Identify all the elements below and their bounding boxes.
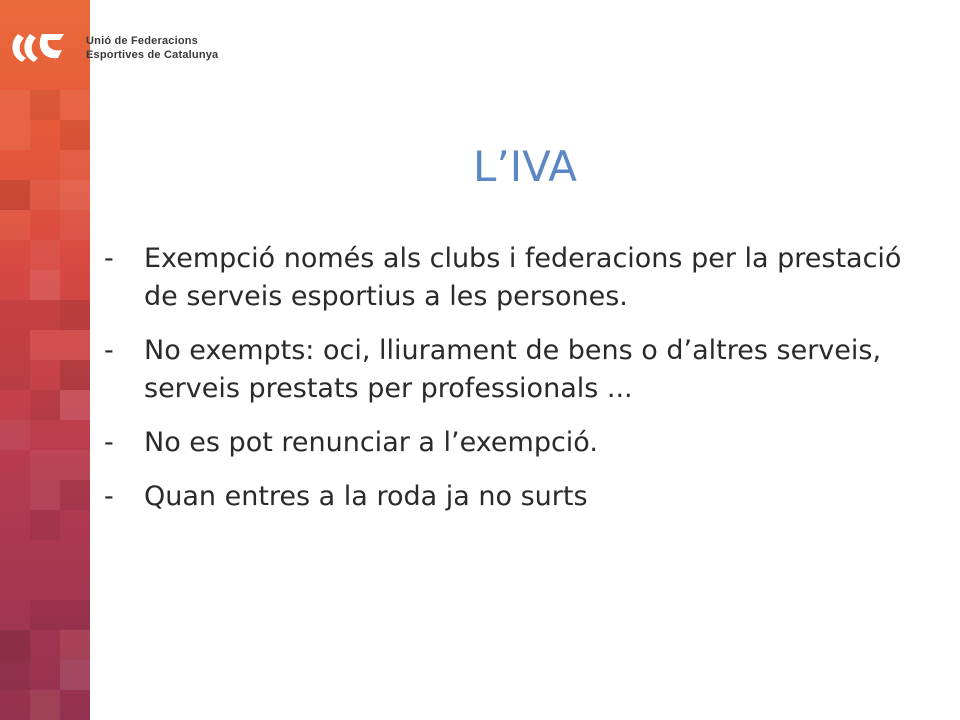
- bullet-marker: -: [104, 481, 114, 512]
- mosaic-tile: [60, 480, 90, 510]
- bullet-marker: -: [104, 335, 114, 366]
- bullet-item: [104, 332, 939, 408]
- mosaic-tile: [0, 660, 30, 690]
- bullet-item: [104, 424, 939, 462]
- mosaic-tile: [0, 300, 30, 330]
- logo-line-1: Unió de Federacions: [86, 35, 198, 47]
- bullet-marker: -: [104, 243, 114, 274]
- mosaic-tile: [0, 420, 30, 450]
- mosaic-tile: [60, 660, 90, 690]
- mosaic-tile: [30, 90, 60, 120]
- mosaic-tile: [0, 90, 30, 120]
- mosaic-tile: [0, 120, 30, 150]
- mosaic-tile: [0, 180, 30, 210]
- mosaic-tile: [30, 390, 60, 420]
- mosaic-tile: [30, 480, 60, 510]
- mosaic-tile: [30, 330, 60, 360]
- mosaic-tile: [0, 360, 30, 390]
- mosaic-tile: [30, 270, 60, 300]
- bullet-text: No exempts: oci, lliurament de bens o d’altres serveis, serveis prestats per professionals ...: [144, 335, 882, 404]
- slide-title: L’IVA: [473, 142, 577, 191]
- mosaic-tile: [30, 690, 60, 720]
- mosaic-tile: [30, 450, 60, 480]
- bullet-list: [104, 240, 939, 532]
- mosaic-tile: [60, 120, 90, 150]
- bullet-marker: -: [104, 427, 114, 458]
- mosaic-tile: [60, 360, 90, 390]
- mosaic-tile: [60, 390, 90, 420]
- mosaic-tile: [30, 510, 60, 540]
- mosaic-tile: [60, 90, 90, 120]
- bullet-text: Exempció només als clubs i federacions per la prestació de serveis esportius a les persones.: [144, 243, 902, 312]
- mosaic-tile: [60, 450, 90, 480]
- logo-line-2: Esportives de Catalunya: [86, 49, 219, 61]
- bullet-item: [104, 240, 939, 316]
- ufec-emblem-icon: [8, 28, 80, 68]
- mosaic-tile: [60, 600, 90, 630]
- ufec-logo: [8, 26, 218, 70]
- mosaic-tile: [0, 210, 30, 240]
- mosaic-tile: [30, 300, 60, 330]
- decorative-side-band: [0, 0, 90, 720]
- bullet-text: Quan entres a la roda ja no surts: [144, 481, 588, 512]
- bullet-text: No es pot renunciar a l’exempció.: [144, 427, 598, 458]
- mosaic-tile: [30, 240, 60, 270]
- mosaic-tile: [60, 330, 90, 360]
- mosaic-tile: [60, 210, 90, 240]
- mosaic-tile: [30, 600, 60, 630]
- mosaic-tile: [60, 180, 90, 210]
- mosaic-tile: [60, 150, 90, 180]
- mosaic-tile: [60, 300, 90, 330]
- mosaic-tile: [0, 630, 30, 660]
- mosaic-tile: [30, 180, 60, 210]
- mosaic-tile: [60, 630, 90, 660]
- mosaic-tile: [0, 330, 30, 360]
- bullet-item: [104, 478, 939, 516]
